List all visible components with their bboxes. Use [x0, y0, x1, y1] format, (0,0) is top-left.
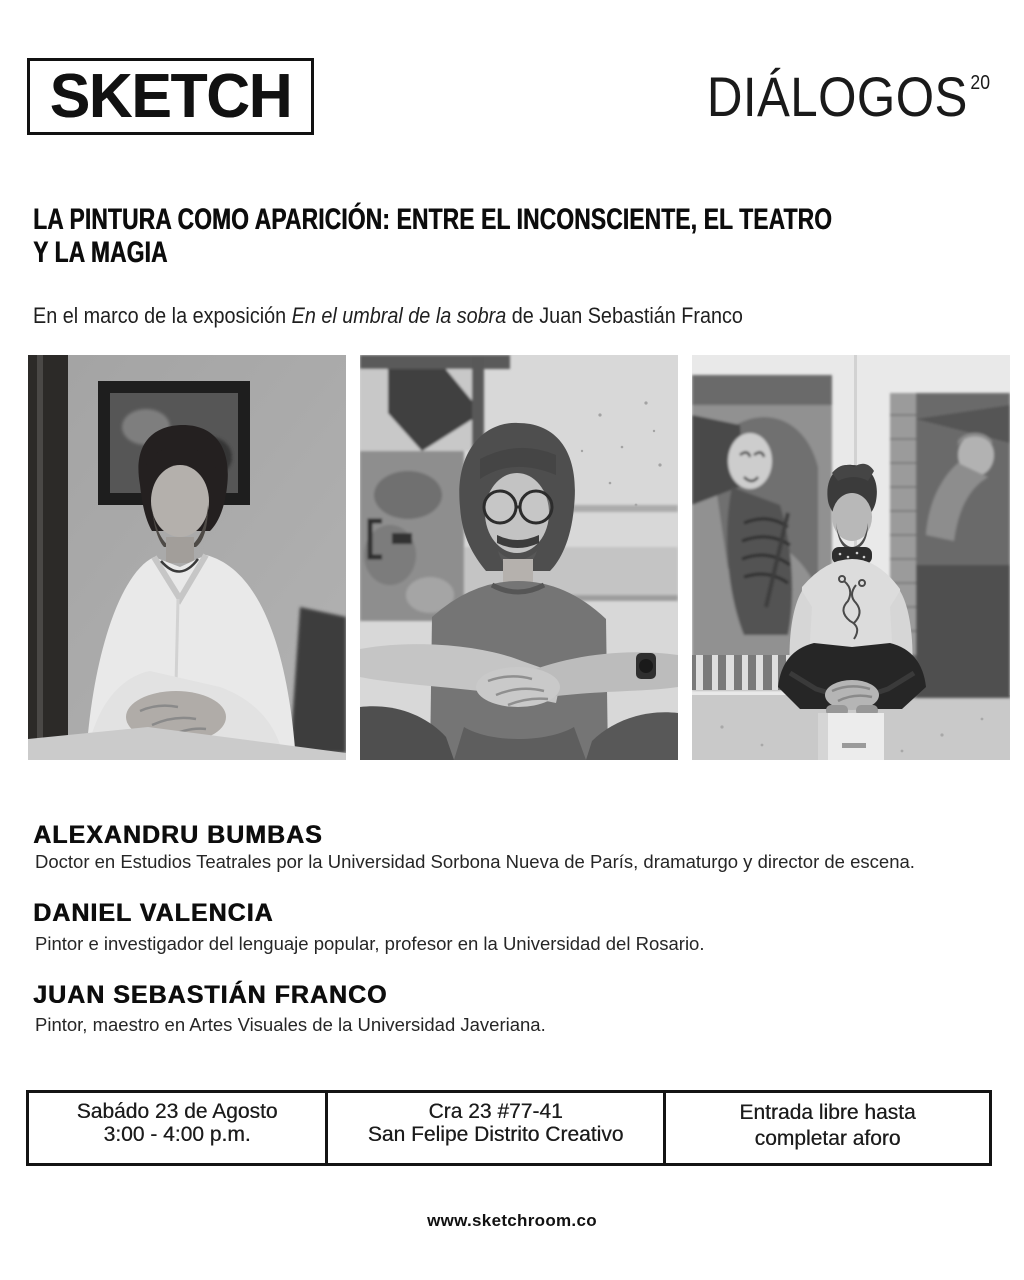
detail-address-line-2: San Felipe Distrito Creativo: [367, 1122, 624, 1146]
event-details-table: [26, 1090, 992, 1166]
subtitle-exhibition-name: En el umbral de la sobra: [291, 303, 507, 328]
detail-date: Sabádo 23 de Agosto: [76, 1100, 278, 1123]
speaker-name-alexandru-bumbas: ALEXANDRU BUMBAS: [33, 821, 323, 849]
detail-entry-line-2: completar aforo: [754, 1127, 901, 1150]
event-title-line-2: Y LA MAGIA: [33, 236, 168, 269]
speaker-bio-daniel-valencia: Pintor e investigador del lenguaje popular, profesor en la Universidad del Rosario.: [35, 933, 705, 954]
subtitle-prefix: En el marco de la exposición: [33, 303, 292, 328]
sketch-logo-text: SKETCH: [49, 62, 292, 131]
speaker-bio-alexandru-bumbas: Doctor en Estudios Teatrales por la Universidad Sorbona Nueva de París, dramaturgo y director de escena.: [35, 851, 915, 872]
speaker-photo-alexandru-bumbas: [28, 355, 346, 760]
subtitle-suffix: de Juan Sebastián Franco: [506, 303, 743, 328]
speaker-bio-juan-sebastian-franco: Pintor, maestro en Artes Visuales de la Universidad Javeriana.: [35, 1014, 546, 1035]
detail-address: [325, 1093, 663, 1163]
detail-entry-line-1: Entrada libre hasta: [739, 1101, 916, 1124]
event-subtitle: [33, 303, 743, 329]
detail-address-line-1: Cra 23 #77-41: [428, 1100, 563, 1123]
speaker-name-daniel-valencia: DANIEL VALENCIA: [33, 899, 274, 927]
speaker-name-juan-sebastian-franco: JUAN SEBASTIÁN FRANCO: [33, 981, 388, 1009]
speaker-photo-juan-sebastian-franco: [692, 355, 1010, 760]
event-title-line-1: LA PINTURA COMO APARICIÓN: ENTRE EL INCONSCIENTE, EL TEATRO: [33, 203, 832, 236]
series-title: DIÁLOGOS: [706, 65, 968, 128]
website-url: www.sketchroom.co: [427, 1211, 597, 1230]
speaker-photo-daniel-valencia: [360, 355, 678, 760]
series-title-wrap: [119, 65, 990, 128]
event-title: [33, 203, 1024, 269]
detail-time: 3:00 - 4:00 p.m.: [103, 1122, 251, 1146]
series-number: 20: [970, 72, 990, 94]
detail-date-time: [29, 1093, 325, 1163]
detail-entry: [663, 1093, 989, 1163]
